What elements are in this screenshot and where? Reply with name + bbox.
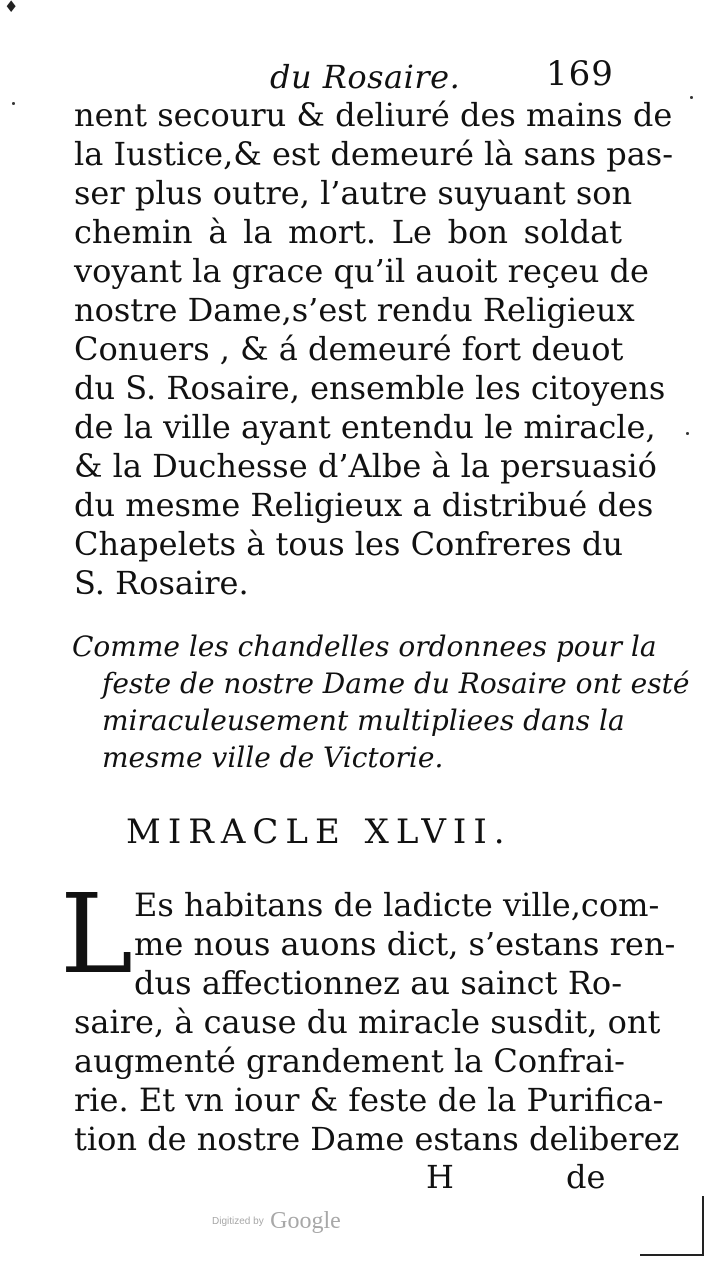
text-line: la Iustice,& est demeuré là sans pas- <box>74 135 674 173</box>
text-line: de la ville ayant entendu le miracle, <box>74 408 656 446</box>
ink-speck <box>690 96 693 99</box>
text-line: ser plus outre, l’autre suyuant son <box>74 174 633 212</box>
digitization-watermark <box>212 1208 341 1238</box>
caption-line: miraculeusement multipliees dans la <box>102 704 625 737</box>
section-text <box>60 870 680 1196</box>
corner-mark: ♦ <box>4 0 19 16</box>
caption-line: Comme les chandelles ordonnees pour la <box>72 630 657 663</box>
signature-mark: H <box>426 1158 454 1196</box>
watermark-prefix: Digitized by <box>212 1216 264 1227</box>
text-line: nostre Dame,s’est rendu Religieux <box>74 291 635 329</box>
ink-speck <box>12 102 15 105</box>
page-edge-rule <box>640 1254 702 1256</box>
running-head <box>270 52 630 98</box>
text-line: augmenté grandement la Confrai- <box>74 1042 625 1080</box>
caption-line: feste de nostre Dame du Rosaire ont esté <box>102 667 690 700</box>
text-line: nent secouru & deliuré des mains de <box>74 96 673 134</box>
text-line: Chapelets à tous les Confreres du <box>74 525 623 563</box>
text-line: rie. Et vn iour & feste de la Purifica- <box>74 1081 664 1119</box>
page-number: 169 <box>546 54 614 94</box>
text-line: saire, à cause du miracle susdit, ont <box>74 1003 661 1041</box>
running-title: du Rosaire. <box>270 58 461 96</box>
watermark-brand: Google <box>270 1208 341 1234</box>
text-line: Conuers , & á demeuré fort deuot <box>74 330 624 368</box>
drop-cap: L <box>60 870 134 998</box>
chapter-caption <box>72 628 690 776</box>
text-line: Es habitans de ladicte ville,com- <box>134 886 660 924</box>
text-line: & la Duchesse d’Albe à la persuasió <box>74 447 657 485</box>
text-line: chemin à la mort. Le bon soldat <box>74 213 622 251</box>
text-line: dus affectionnez au sainct Ro- <box>134 964 622 1002</box>
text-line: du mesme Religieux a distribué des <box>74 486 654 524</box>
body-text <box>74 96 674 603</box>
text-line: S. Rosaire. <box>74 564 249 602</box>
text-line: tion de nostre Dame estans deliberez <box>74 1120 680 1158</box>
ink-speck <box>686 432 689 435</box>
text-line: du S. Rosaire, ensemble les citoyens <box>74 369 666 407</box>
catchword: de <box>566 1158 606 1196</box>
section-heading: MIRACLE XLVII. <box>126 812 512 852</box>
text-line: me nous auons dict, s’estans ren- <box>134 925 676 963</box>
caption-line: mesme ville de Victorie. <box>102 741 444 774</box>
text-line: voyant la grace qu’il auoit reçeu de <box>74 252 649 290</box>
page-edge-rule <box>702 1196 704 1256</box>
